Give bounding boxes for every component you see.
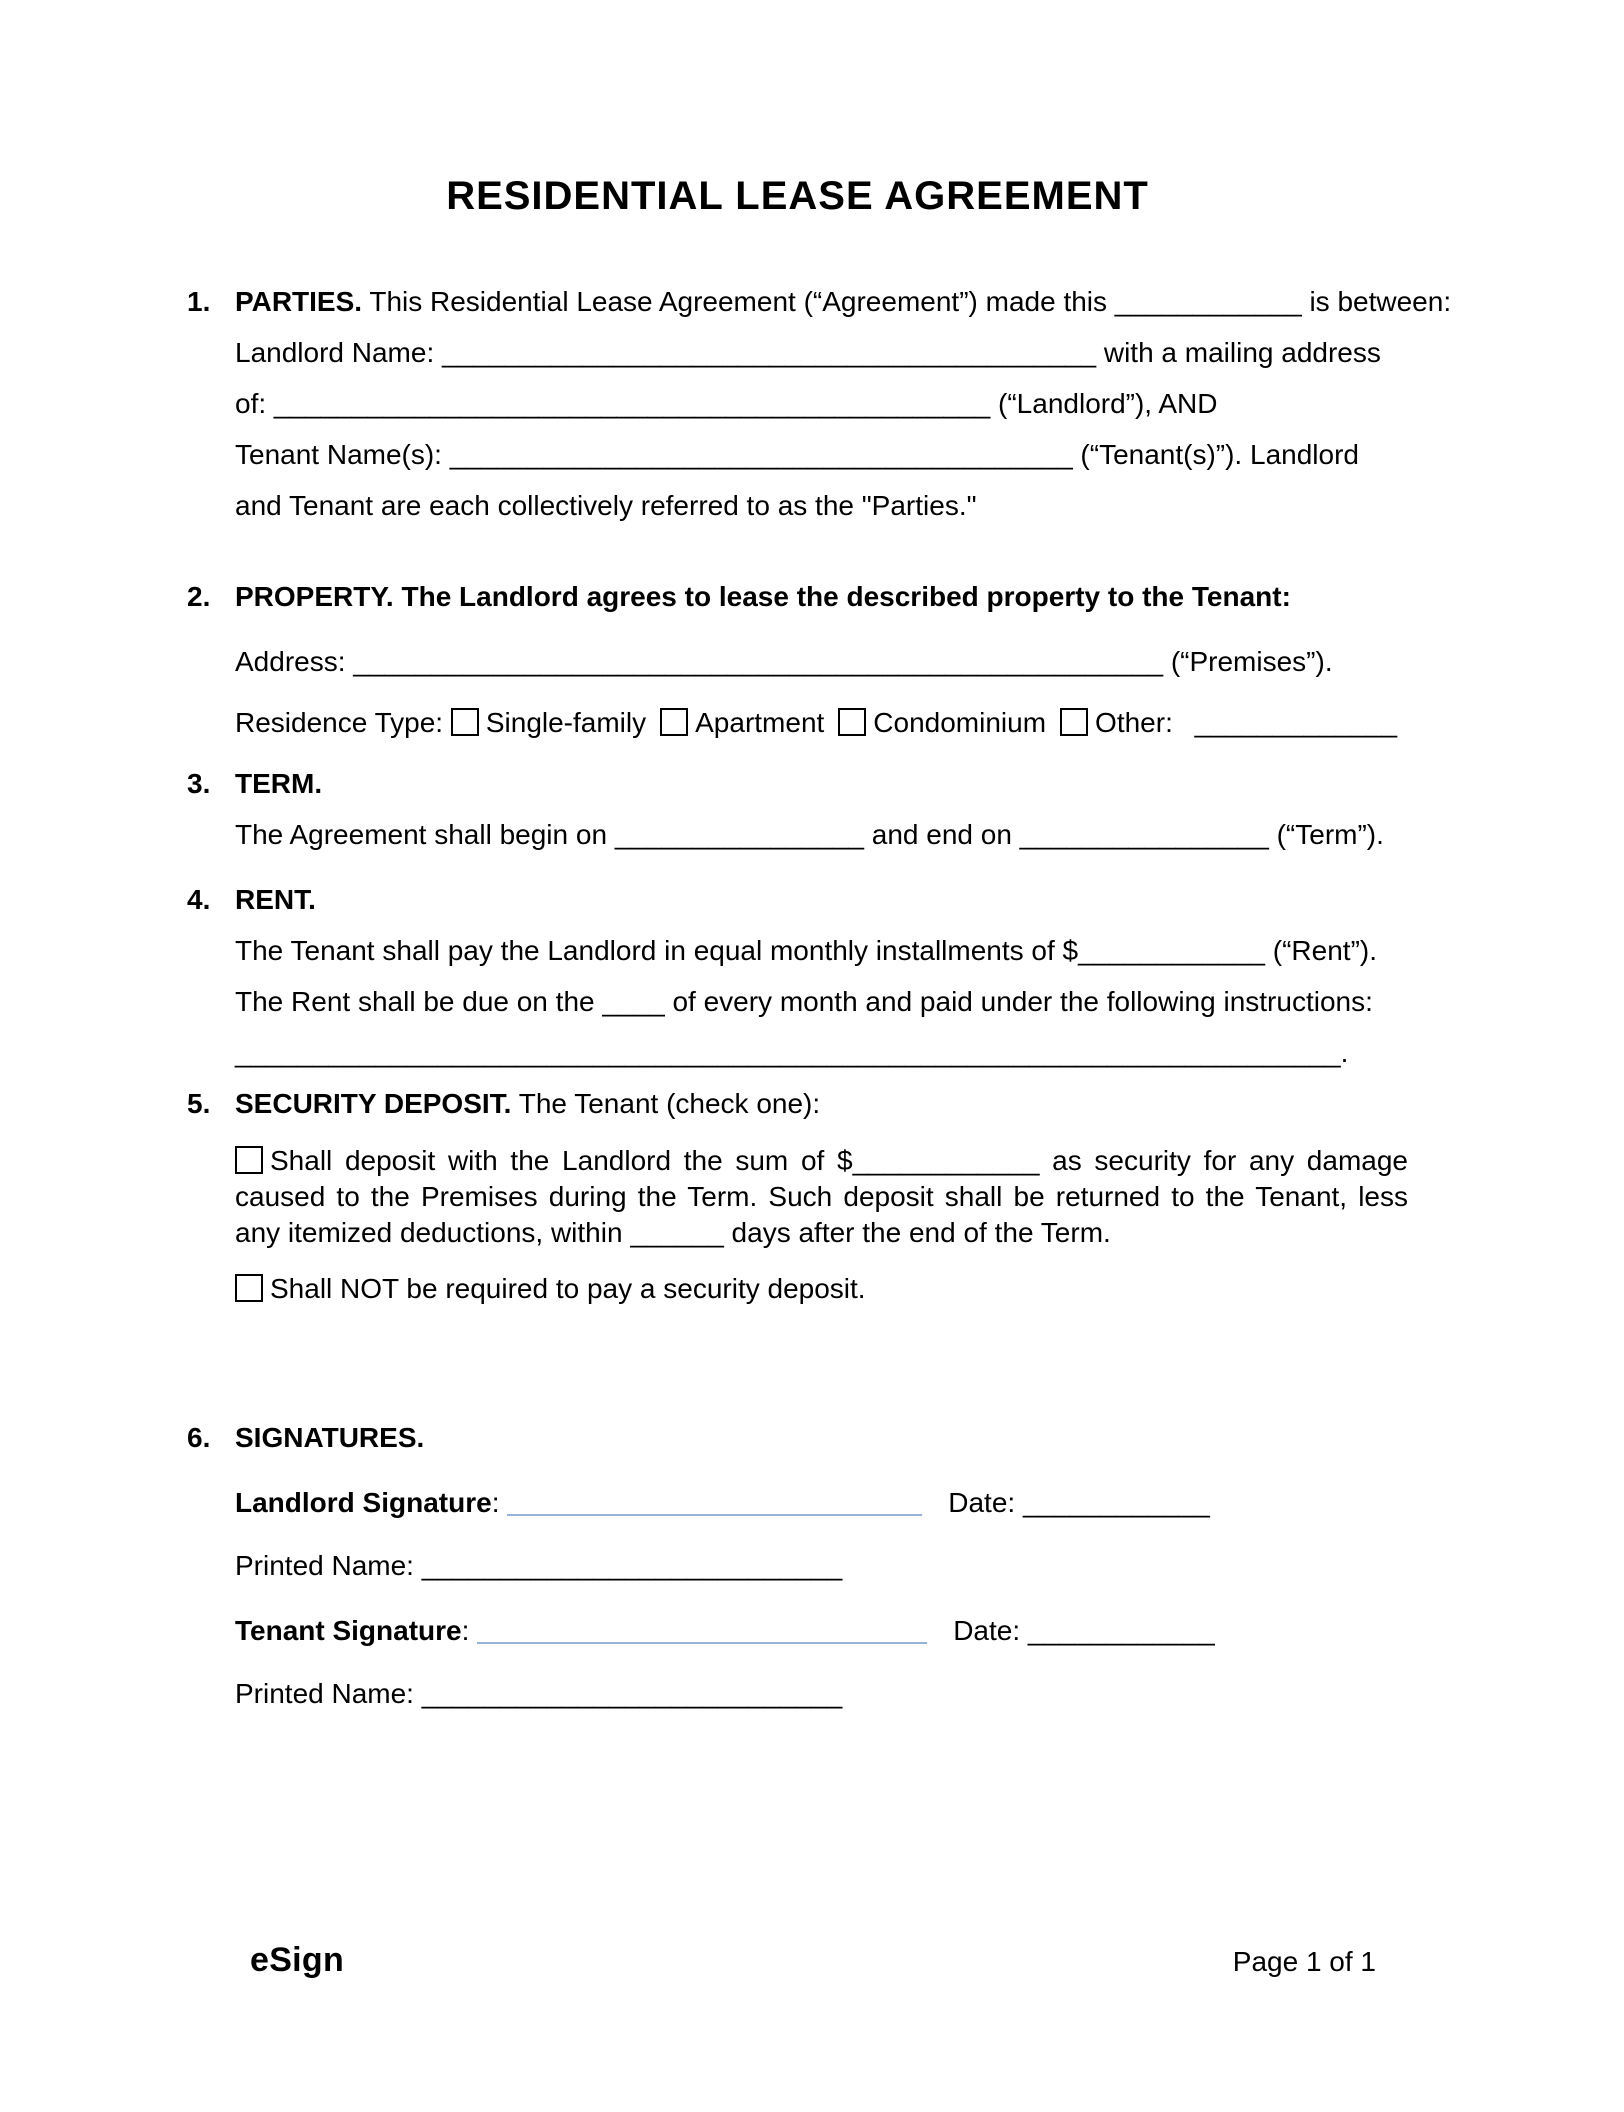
instructions-period: . bbox=[1340, 1037, 1349, 1068]
section-security-deposit bbox=[187, 1078, 1408, 1307]
residence-option-apartment bbox=[660, 707, 824, 738]
property-heading: PROPERTY. bbox=[235, 581, 394, 612]
tenant-signature-field[interactable] bbox=[477, 1642, 927, 1644]
term-text-2: and end on bbox=[863, 819, 1020, 850]
tenant-date-label: Date: bbox=[953, 1615, 1028, 1646]
security-heading-rest: The Tenant (check one): bbox=[511, 1088, 821, 1119]
deposit-text-2: as security for any damage caused to the Premises during the Term. Such deposit shall be returned to the Tenant, less any itemized deductions, within bbox=[235, 1145, 1408, 1248]
parties-line-5 bbox=[235, 480, 1408, 531]
landlord-name-blank: __________________________________________ bbox=[442, 337, 1097, 368]
mailing-address-text: with a mailing address bbox=[1096, 337, 1381, 368]
security-heading-line bbox=[235, 1078, 1408, 1129]
section-number-parties: 1. bbox=[187, 286, 211, 317]
apartment-label: Apartment bbox=[695, 707, 825, 738]
deposit-amount-blank: ____________ bbox=[852, 1145, 1040, 1176]
signatures-heading: SIGNATURES. bbox=[235, 1422, 425, 1453]
tenant-date-blank: ____________ bbox=[1027, 1615, 1215, 1646]
residence-other-blank: _____________ bbox=[1194, 707, 1398, 738]
residence-option-condominium bbox=[838, 707, 1046, 738]
term-text-3: (“Term”). bbox=[1268, 819, 1384, 850]
tenant-signature-row bbox=[235, 1605, 1408, 1656]
landlord-printed-name-row bbox=[235, 1540, 1408, 1591]
page-footer bbox=[250, 1941, 1376, 1980]
premises-suffix-text: (“Premises”). bbox=[1163, 646, 1333, 677]
parties-line-4 bbox=[235, 429, 1408, 480]
landlord-name-label: Landlord Name: bbox=[235, 337, 443, 368]
residence-option-other bbox=[1060, 707, 1181, 738]
document-title: RESIDENTIAL LEASE AGREEMENT bbox=[446, 174, 1149, 218]
tenant-suffix-text: (“Tenant(s)”). Landlord bbox=[1072, 439, 1359, 470]
signatures-heading-line bbox=[235, 1412, 1408, 1463]
deposit-option-not-required bbox=[235, 1271, 1408, 1307]
term-heading-line bbox=[235, 758, 1408, 809]
parties-line-3 bbox=[235, 378, 1408, 429]
no-deposit-text: Shall NOT be required to pay a security deposit. bbox=[270, 1273, 866, 1304]
rent-body-paragraph bbox=[235, 925, 1408, 1027]
landlord-date-label: Date: bbox=[948, 1487, 1023, 1518]
esign-logo: eSign bbox=[250, 1941, 345, 1979]
property-heading-rest: The Landlord agrees to lease the described property to the Tenant: bbox=[393, 581, 1291, 612]
parties-heading: PARTIES. bbox=[235, 286, 363, 317]
landlord-address-blank: ______________________________________________ bbox=[273, 388, 991, 419]
section-number-signatures: 6. bbox=[187, 1422, 211, 1453]
parties-closing-text: and Tenant are each collectively referred to as the "Parties." bbox=[235, 490, 977, 521]
rent-text-1: The Tenant shall pay the Landlord in equal monthly installments of $ bbox=[235, 935, 1079, 966]
deposit-text-3: days after the end of the Term. bbox=[723, 1217, 1111, 1248]
checkbox-single-family[interactable] bbox=[451, 708, 479, 736]
checkbox-deposit-required[interactable] bbox=[235, 1146, 263, 1174]
checkbox-other[interactable] bbox=[1060, 708, 1088, 736]
section-number-rent: 4. bbox=[187, 884, 211, 915]
term-start-blank: ________________ bbox=[614, 819, 864, 850]
rent-heading-line bbox=[235, 874, 1408, 925]
term-body-line bbox=[235, 809, 1408, 860]
rent-text-2: (“Rent”). The Rent shall be due on the bbox=[235, 935, 1377, 1017]
address-label: Address: bbox=[235, 646, 354, 677]
checkbox-apartment[interactable] bbox=[660, 708, 688, 736]
tenant-name-label: Tenant Name(s): bbox=[235, 439, 450, 470]
section-property bbox=[187, 571, 1408, 748]
condominium-label: Condominium bbox=[873, 707, 1047, 738]
security-heading: SECURITY DEPOSIT. bbox=[235, 1088, 512, 1119]
term-end-blank: ________________ bbox=[1019, 819, 1269, 850]
checkbox-condominium[interactable] bbox=[838, 708, 866, 736]
residence-type-line bbox=[235, 697, 1408, 748]
parties-line-1 bbox=[235, 276, 1452, 327]
section-signatures bbox=[187, 1412, 1408, 1719]
parties-line-2 bbox=[235, 327, 1408, 378]
deposit-text-1: Shall deposit with the Landlord the sum of $ bbox=[270, 1145, 853, 1176]
tenant-name-blank: ________________________________________ bbox=[449, 439, 1073, 470]
deposit-option-required bbox=[235, 1143, 1408, 1251]
residence-option-single-family bbox=[451, 707, 646, 738]
section-number-property: 2. bbox=[187, 581, 211, 612]
landlord-signature-label: Landlord Signature bbox=[235, 1487, 492, 1518]
landlord-signature-row bbox=[235, 1477, 1408, 1528]
rent-amount-blank: ____________ bbox=[1078, 935, 1265, 966]
checkbox-no-deposit[interactable] bbox=[235, 1274, 263, 1302]
residence-type-label: Residence Type: bbox=[235, 707, 451, 738]
single-family-label: Single-family bbox=[485, 707, 647, 738]
section-number-security: 5. bbox=[187, 1088, 211, 1119]
section-term bbox=[187, 758, 1408, 860]
rent-due-day-blank: ____ bbox=[602, 986, 665, 1017]
landlord-signature-field[interactable] bbox=[507, 1514, 922, 1516]
page-number-label: Page 1 of 1 bbox=[1232, 1946, 1376, 1977]
landlord-signature-colon: : bbox=[491, 1487, 508, 1518]
section-parties bbox=[187, 276, 1452, 531]
rent-heading: RENT. bbox=[235, 884, 316, 915]
property-heading-line bbox=[235, 571, 1408, 622]
payment-instructions-blank: _______________________________________________________________________ bbox=[235, 1037, 1341, 1068]
landlord-date-blank: ____________ bbox=[1022, 1487, 1210, 1518]
agreement-date-blank: ____________ bbox=[1114, 286, 1302, 317]
landlord-printed-name-blank: ___________________________ bbox=[421, 1550, 843, 1581]
other-label: Other: bbox=[1095, 707, 1181, 738]
rent-text-3: of every month and paid under the following instructions: bbox=[664, 986, 1373, 1017]
tenant-signature-label: Tenant Signature bbox=[235, 1615, 462, 1646]
section-number-term: 3. bbox=[187, 768, 211, 799]
premises-address-blank: ____________________________________________________ bbox=[353, 646, 1164, 677]
term-text-1: The Agreement shall begin on bbox=[235, 819, 615, 850]
property-address-line bbox=[235, 636, 1408, 687]
deposit-return-days-blank: ______ bbox=[630, 1217, 724, 1248]
tenant-signature-colon: : bbox=[461, 1615, 478, 1646]
tenant-printed-name-label: Printed Name: bbox=[235, 1678, 422, 1709]
parties-is-between-text: is between: bbox=[1301, 286, 1452, 317]
landlord-printed-name-label: Printed Name: bbox=[235, 1550, 422, 1581]
tenant-printed-name-row bbox=[235, 1668, 1408, 1719]
payment-instructions-line bbox=[235, 1027, 1408, 1078]
section-rent bbox=[187, 874, 1408, 1078]
landlord-and-text: (“Landlord”), AND bbox=[990, 388, 1218, 419]
tenant-printed-name-blank: ___________________________ bbox=[421, 1678, 843, 1709]
parties-intro-text: This Residential Lease Agreement (“Agreement”) made this bbox=[362, 286, 1115, 317]
of-label: of: bbox=[235, 388, 274, 419]
term-heading: TERM. bbox=[235, 768, 323, 799]
